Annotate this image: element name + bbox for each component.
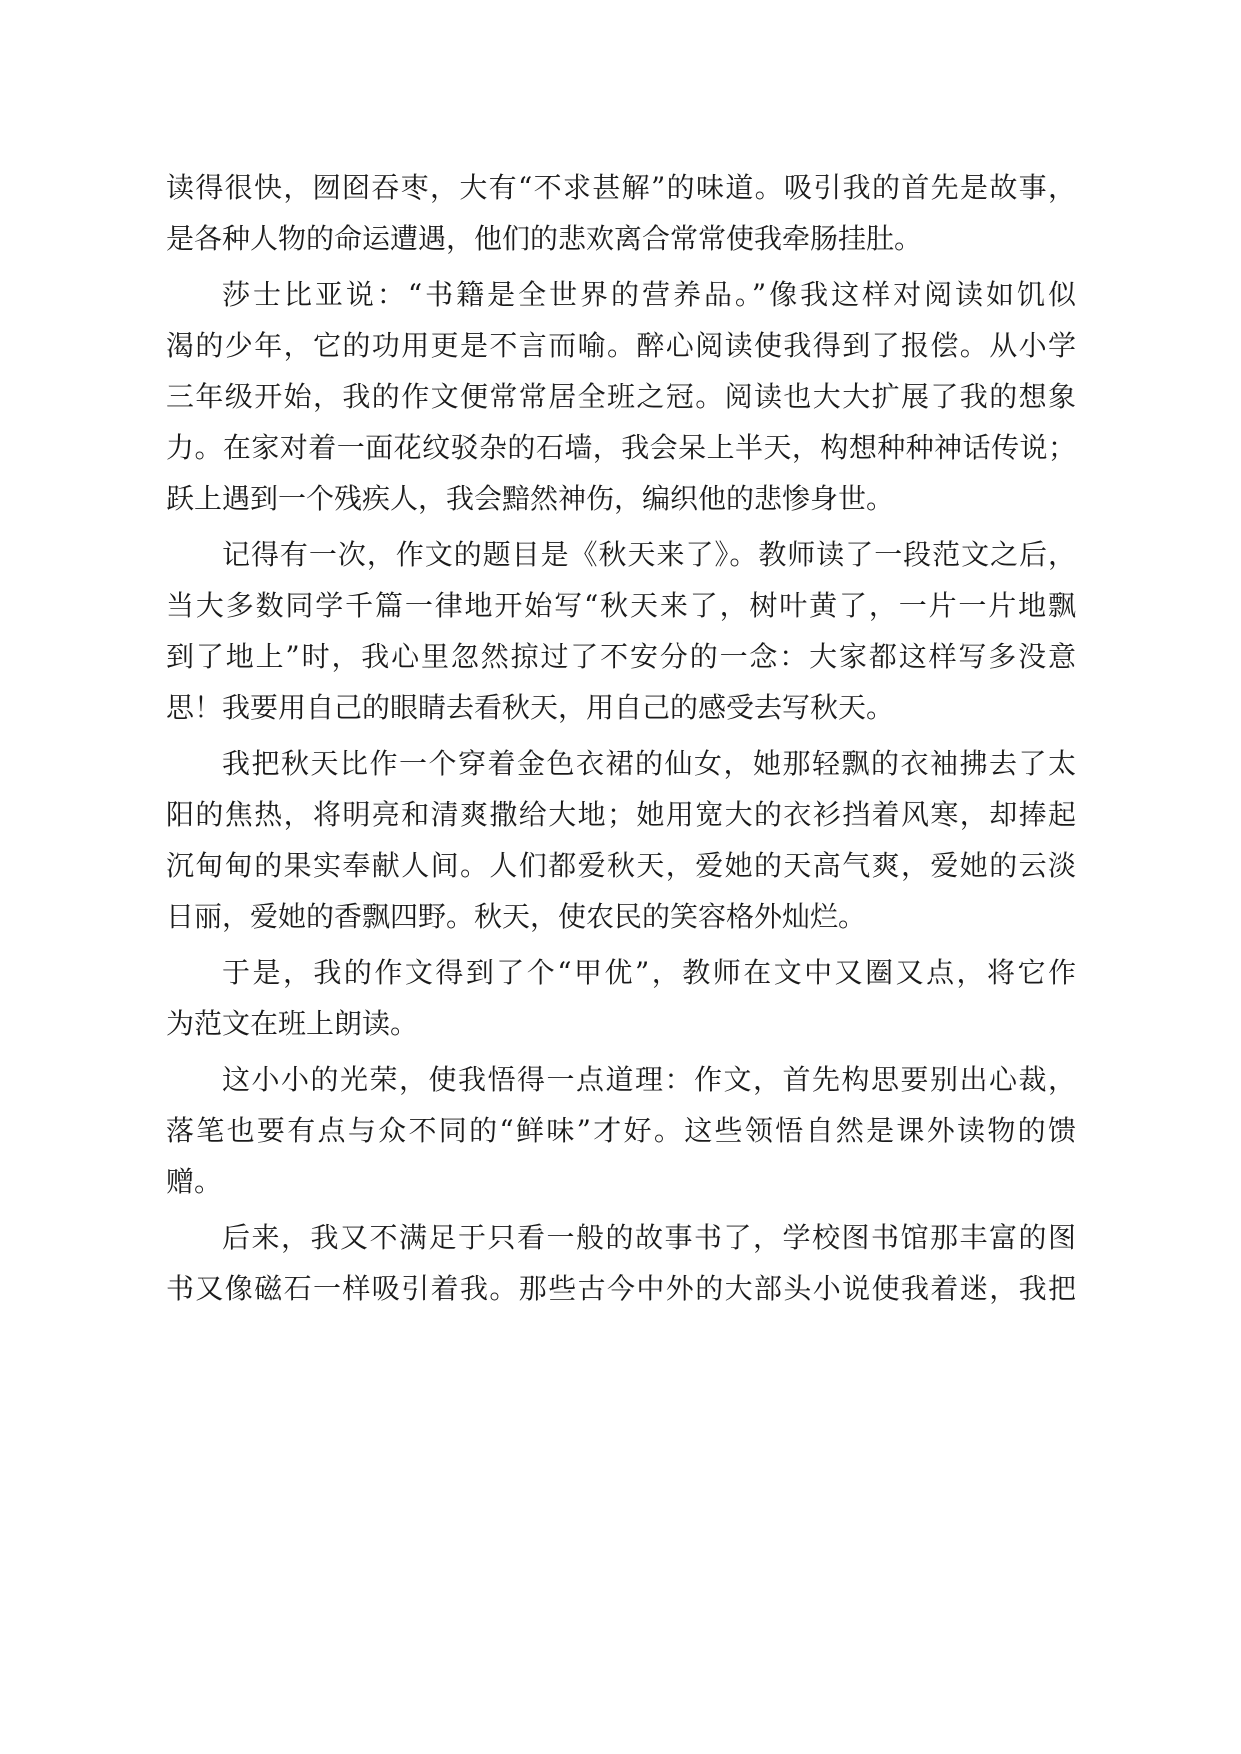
text-line: 后来，我又不满足于只看一般的故事书了，学校图书馆那丰富的图 <box>222 1221 1076 1254</box>
text-line: 日丽，爱她的香飘四野。秋天，使农民的笑容格外灿烂。 <box>166 900 867 933</box>
text-line: 读得很快，囫囵吞枣，大有“不求甚解”的味道。吸引我的首先是故事， <box>166 171 1076 204</box>
text-line: 阳的焦热，将明亮和清爽撒给大地；她用宽大的衣衫挡着风寒，却捧起 <box>166 798 1076 831</box>
text-line: 我把秋天比作一个穿着金色衣裙的仙女，她那轻飘的衣袖拂去了太 <box>222 747 1076 780</box>
text-line: 是各种人物的命运遭遇，他们的悲欢离合常常使我牵肠挂肚。 <box>166 222 923 255</box>
text-line: 力。在家对着一面花纹驳杂的石墙，我会呆上半天，构想种种神话传说； <box>166 431 1076 464</box>
text-line: 落笔也要有点与众不同的“鲜味”才好。这些领悟自然是课外读物的馈 <box>166 1114 1076 1147</box>
text-line: 于是，我的作文得到了个“甲优”，教师在文中又圈又点，将它作 <box>222 956 1076 989</box>
text-line: 思！我要用自己的眼睛去看秋天，用自己的感受去写秋天。 <box>166 691 895 724</box>
text-line: 记得有一次，作文的题目是《秋天来了》。教师读了一段范文之后， <box>222 538 1076 571</box>
text-line: 到了地上”时，我心里忽然掠过了不安分的一念：大家都这样写多没意 <box>166 640 1076 673</box>
text-line: 三年级开始，我的作文便常常居全班之冠。阅读也大大扩展了我的想象 <box>166 380 1076 413</box>
text-line: 这小小的光荣，使我悟得一点道理：作文，首先构思要别出心裁， <box>222 1063 1076 1096</box>
text-line: 渴的少年，它的功用更是不言而喻。醉心阅读使我得到了报偿。从小学 <box>166 329 1076 362</box>
text-line: 莎士比亚说：“书籍是全世界的营养品。”像我这样对阅读如饥似 <box>222 278 1076 311</box>
text-line: 书又像磁石一样吸引着我。那些古今中外的大部头小说使我着迷，我把 <box>166 1272 1076 1305</box>
text-line: 为范文在班上朗读。 <box>166 1007 419 1040</box>
text-line: 当大多数同学千篇一律地开始写“秋天来了，树叶黄了，一片一片地飘 <box>166 589 1076 622</box>
document-body <box>166 162 1076 1314</box>
text-line: 沉甸甸的果实奉献人间。人们都爱秋天，爱她的天高气爽，爱她的云淡 <box>166 849 1076 882</box>
text-line: 跃上遇到一个残疾人，我会黯然神伤，编织他的悲惨身世。 <box>166 482 895 515</box>
text-line: 赠。 <box>166 1165 223 1198</box>
